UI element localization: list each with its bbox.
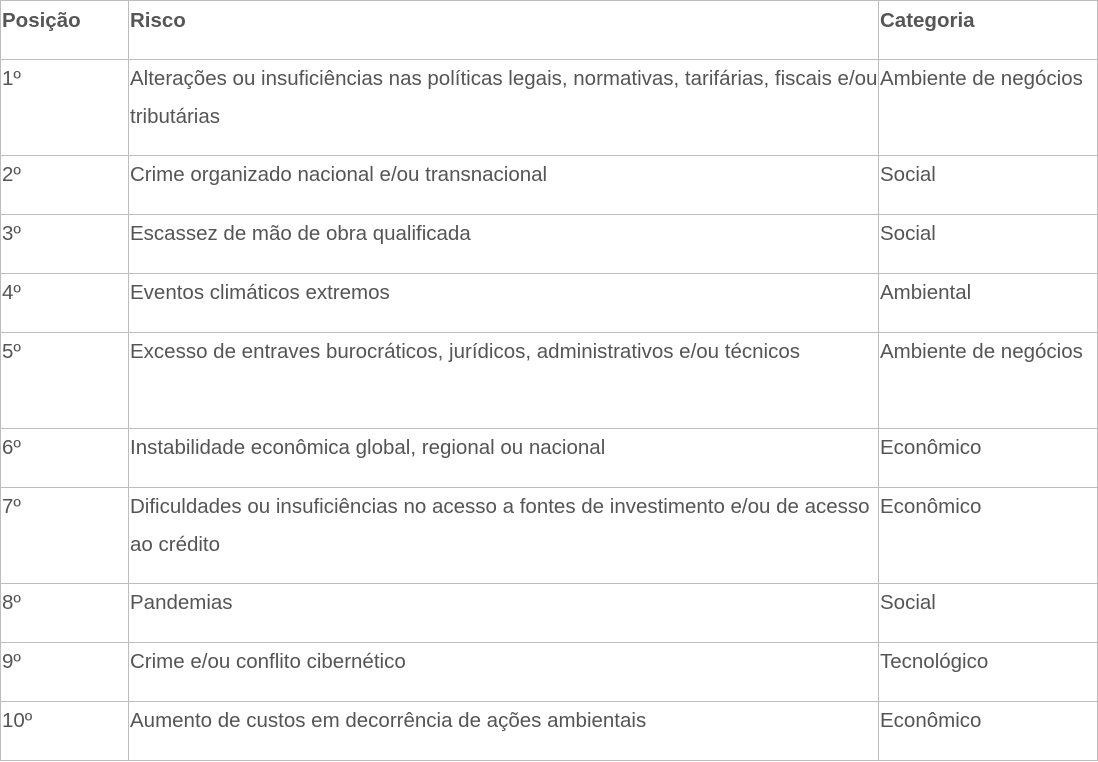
table-row [1, 702, 1098, 761]
cell-category: Tecnológico [879, 643, 1098, 702]
cell-risk: Instabilidade econômica global, regional ou nacional [129, 429, 879, 488]
cell-risk: Pandemias [129, 584, 879, 643]
cell-category: Ambiente de negócios [879, 333, 1098, 429]
cell-category: Ambiente de negócios [879, 60, 1098, 156]
cell-position: 4º [1, 274, 129, 333]
cell-category: Social [879, 156, 1098, 215]
cell-position: 10º [1, 702, 129, 761]
cell-position: 5º [1, 333, 129, 429]
table-row [1, 584, 1098, 643]
table-row [1, 215, 1098, 274]
header-row [1, 1, 1098, 60]
table-row [1, 333, 1098, 429]
cell-position: 7º [1, 488, 129, 584]
cell-risk: Crime organizado nacional e/ou transnacional [129, 156, 879, 215]
table-row [1, 274, 1098, 333]
cell-position: 6º [1, 429, 129, 488]
cell-risk: Eventos climáticos extremos [129, 274, 879, 333]
cell-category: Econômico [879, 488, 1098, 584]
cell-category: Ambiental [879, 274, 1098, 333]
cell-position: 8º [1, 584, 129, 643]
table-body [1, 60, 1098, 761]
cell-category: Social [879, 215, 1098, 274]
cell-risk: Aumento de custos em decorrência de ações ambientais [129, 702, 879, 761]
cell-category: Social [879, 584, 1098, 643]
table-row [1, 429, 1098, 488]
cell-risk: Escassez de mão de obra qualificada [129, 215, 879, 274]
cell-risk: Alterações ou insuficiências nas políticas legais, normativas, tarifárias, fiscais e/ou tributárias [129, 60, 879, 156]
cell-category: Econômico [879, 429, 1098, 488]
header-position: Posição [1, 1, 129, 60]
cell-category: Econômico [879, 702, 1098, 761]
cell-position: 2º [1, 156, 129, 215]
table-header [1, 1, 1098, 60]
header-risk: Risco [129, 1, 879, 60]
table-row [1, 643, 1098, 702]
table-row [1, 488, 1098, 584]
cell-position: 3º [1, 215, 129, 274]
cell-risk: Dificuldades ou insuficiências no acesso a fontes de investimento e/ou de acesso ao crédito [129, 488, 879, 584]
cell-position: 1º [1, 60, 129, 156]
cell-position: 9º [1, 643, 129, 702]
cell-risk: Excesso de entraves burocráticos, jurídicos, administrativos e/ou técnicos [129, 333, 879, 429]
table-row [1, 60, 1098, 156]
cell-risk: Crime e/ou conflito cibernético [129, 643, 879, 702]
table-row [1, 156, 1098, 215]
header-category: Categoria [879, 1, 1098, 60]
